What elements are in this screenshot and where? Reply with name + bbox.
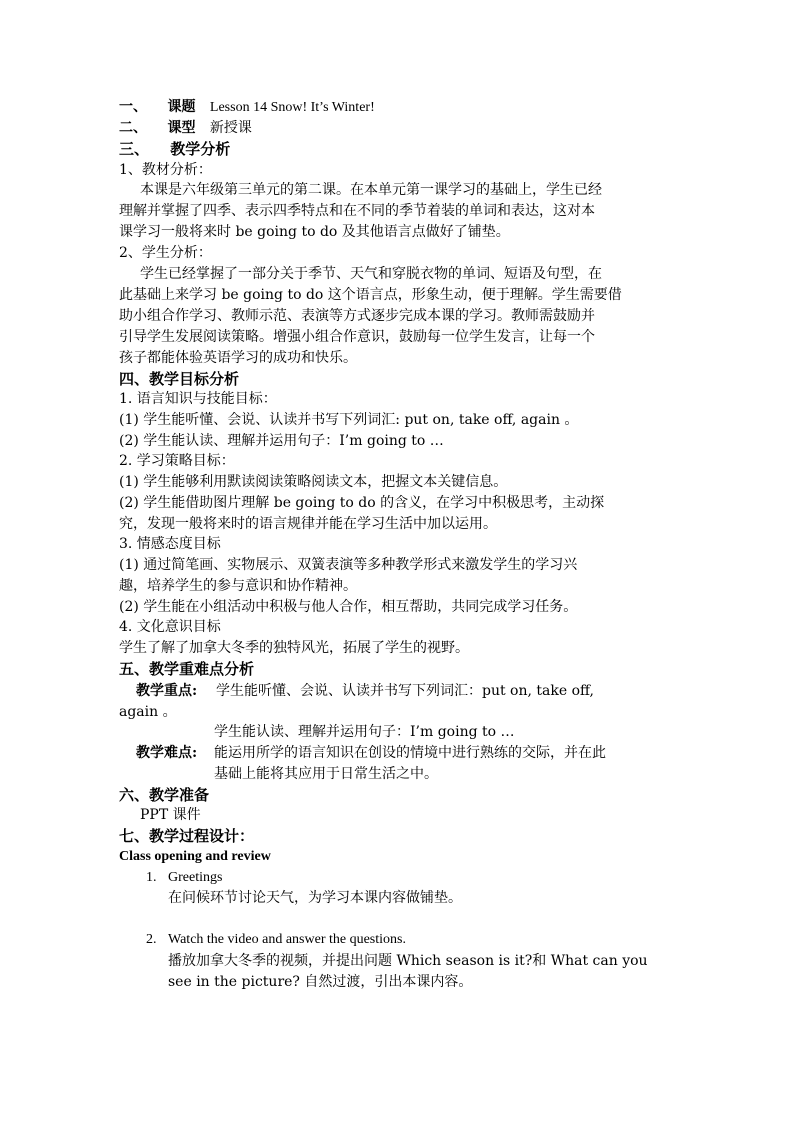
textbook-analysis-heading: 1、教材分析： (119, 162, 212, 178)
step-number: 2. (146, 932, 157, 947)
goal-item: 究，发现一般将来时的语言规律并能在学习生活中加以运用。 (119, 516, 497, 532)
key-points-text: again 。 (119, 704, 177, 720)
section-lesson-type (119, 118, 675, 138)
section-number: 一、 (119, 99, 147, 115)
paragraph-line: 课学习一般将来时 be going to do 及其他语言点做好了铺垫。 (119, 224, 510, 240)
goal-item: (1) 学生能够利用默读阅读策略阅读文本，把握文本关键信息。 (119, 474, 508, 490)
goal-heading: 1. 语言知识与技能目标： (119, 391, 277, 407)
goal-item: (2) 学生能认读、理解并运用句子：I’m going to … (119, 433, 444, 449)
goal-item: 学生了解了加拿大冬季的独特风光，拓展了学生的视野。 (119, 640, 469, 656)
goal-heading: 3. 情感态度目标 (119, 536, 221, 552)
key-points-text: 学生能认读、理解并运用句子：I’m going to … (214, 724, 515, 740)
goal-item: (2) 学生能在小组活动中积极与他人合作，相互帮助，共同完成学习任务。 (119, 599, 578, 615)
section-label: 教学分析 (170, 140, 231, 158)
goal-item: (1) 通过简笔画、实物展示、双簧表演等多种教学形式来激发学生的学习兴 (119, 557, 578, 573)
section-number: 二、 (119, 120, 147, 136)
student-analysis-heading: 2、学生分析： (119, 245, 212, 261)
goal-heading: 2. 学习策略目标： (119, 453, 235, 469)
difficult-points-text: 能运用所学的语言知识在创设的情境中进行熟练的交际，并在此 (214, 745, 606, 761)
section-label: 课型 (167, 120, 196, 136)
section-teaching-analysis (119, 139, 675, 159)
paragraph-line: 孩子都能体验英语学习的成功和快乐。 (119, 350, 357, 366)
lesson-type: 新授课 (209, 120, 252, 136)
step-title: Greetings (168, 870, 223, 885)
paragraph-line: 本课是六年级第三单元的第二课。在本单元第一课学习的基础上，学生已经 (140, 182, 602, 198)
step-title: Watch the video and answer the questions. (168, 932, 406, 947)
step-description: see in the picture? 自然过渡，引出本课内容。 (168, 974, 473, 990)
difficult-points-text: 基础上能将其应用于日常生活之中。 (214, 766, 438, 782)
section-key-points-title: 五、教学重难点分析 (119, 660, 255, 678)
step-description: 在问候环节讨论天气，为学习本课内容做铺垫。 (168, 890, 462, 906)
key-points-text: 学生能听懂、会说、认读并书写下列词汇：put on, take off, (216, 683, 594, 699)
paragraph-line: 助小组合作学习、教师示范、表演等方式逐步完成本课的学习。教师需鼓励并 (119, 308, 595, 324)
section-goals-title: 四、教学目标分析 (119, 370, 240, 388)
preparation-item: PPT 课件 (140, 807, 201, 823)
goal-item: (2) 学生能借助图片理解 be going to do 的含义，在学习中积极思考，主动探 (119, 495, 605, 511)
goal-item: (1) 学生能听懂、会说、认读并书写下列词汇: put on, take off, again 。 (119, 412, 579, 428)
step-number: 1. (146, 870, 157, 885)
section-number: 三、 (119, 140, 150, 158)
lesson-title: Lesson 14 Snow! It’s Winter! (209, 100, 375, 115)
key-points-label: 教学重点: (136, 683, 198, 699)
section-process-title: 七、教学过程设计： (119, 827, 255, 845)
process-subheading: Class opening and review (119, 849, 271, 864)
step-description: 播放加拿大冬季的视频，并提出问题 Which season is it?和 What can you (168, 953, 648, 969)
section-label: 课题 (167, 99, 196, 115)
goal-heading: 4. 文化意识目标 (119, 619, 221, 635)
section-preparation-title: 六、教学准备 (119, 786, 210, 804)
section-lesson-title (119, 97, 675, 118)
paragraph-line: 此基础上来学习 be going to do 这个语言点，形象生动，便于理解。学生需要借 (119, 287, 622, 303)
paragraph-line: 理解并掌握了四季、表示四季特点和在不同的季节着装的单词和表达，这对本 (119, 203, 595, 219)
difficult-points-label: 教学难点: (136, 745, 198, 761)
paragraph-line: 引导学生发展阅读策略。增强小组合作意识，鼓励每一位学生发言，让每一个 (119, 329, 595, 345)
paragraph-line: 学生已经掌握了一部分关于季节、天气和穿脱衣物的单词、短语及句型，在 (140, 266, 602, 282)
goal-item: 趣，培养学生的参与意识和协作精神。 (119, 578, 357, 594)
